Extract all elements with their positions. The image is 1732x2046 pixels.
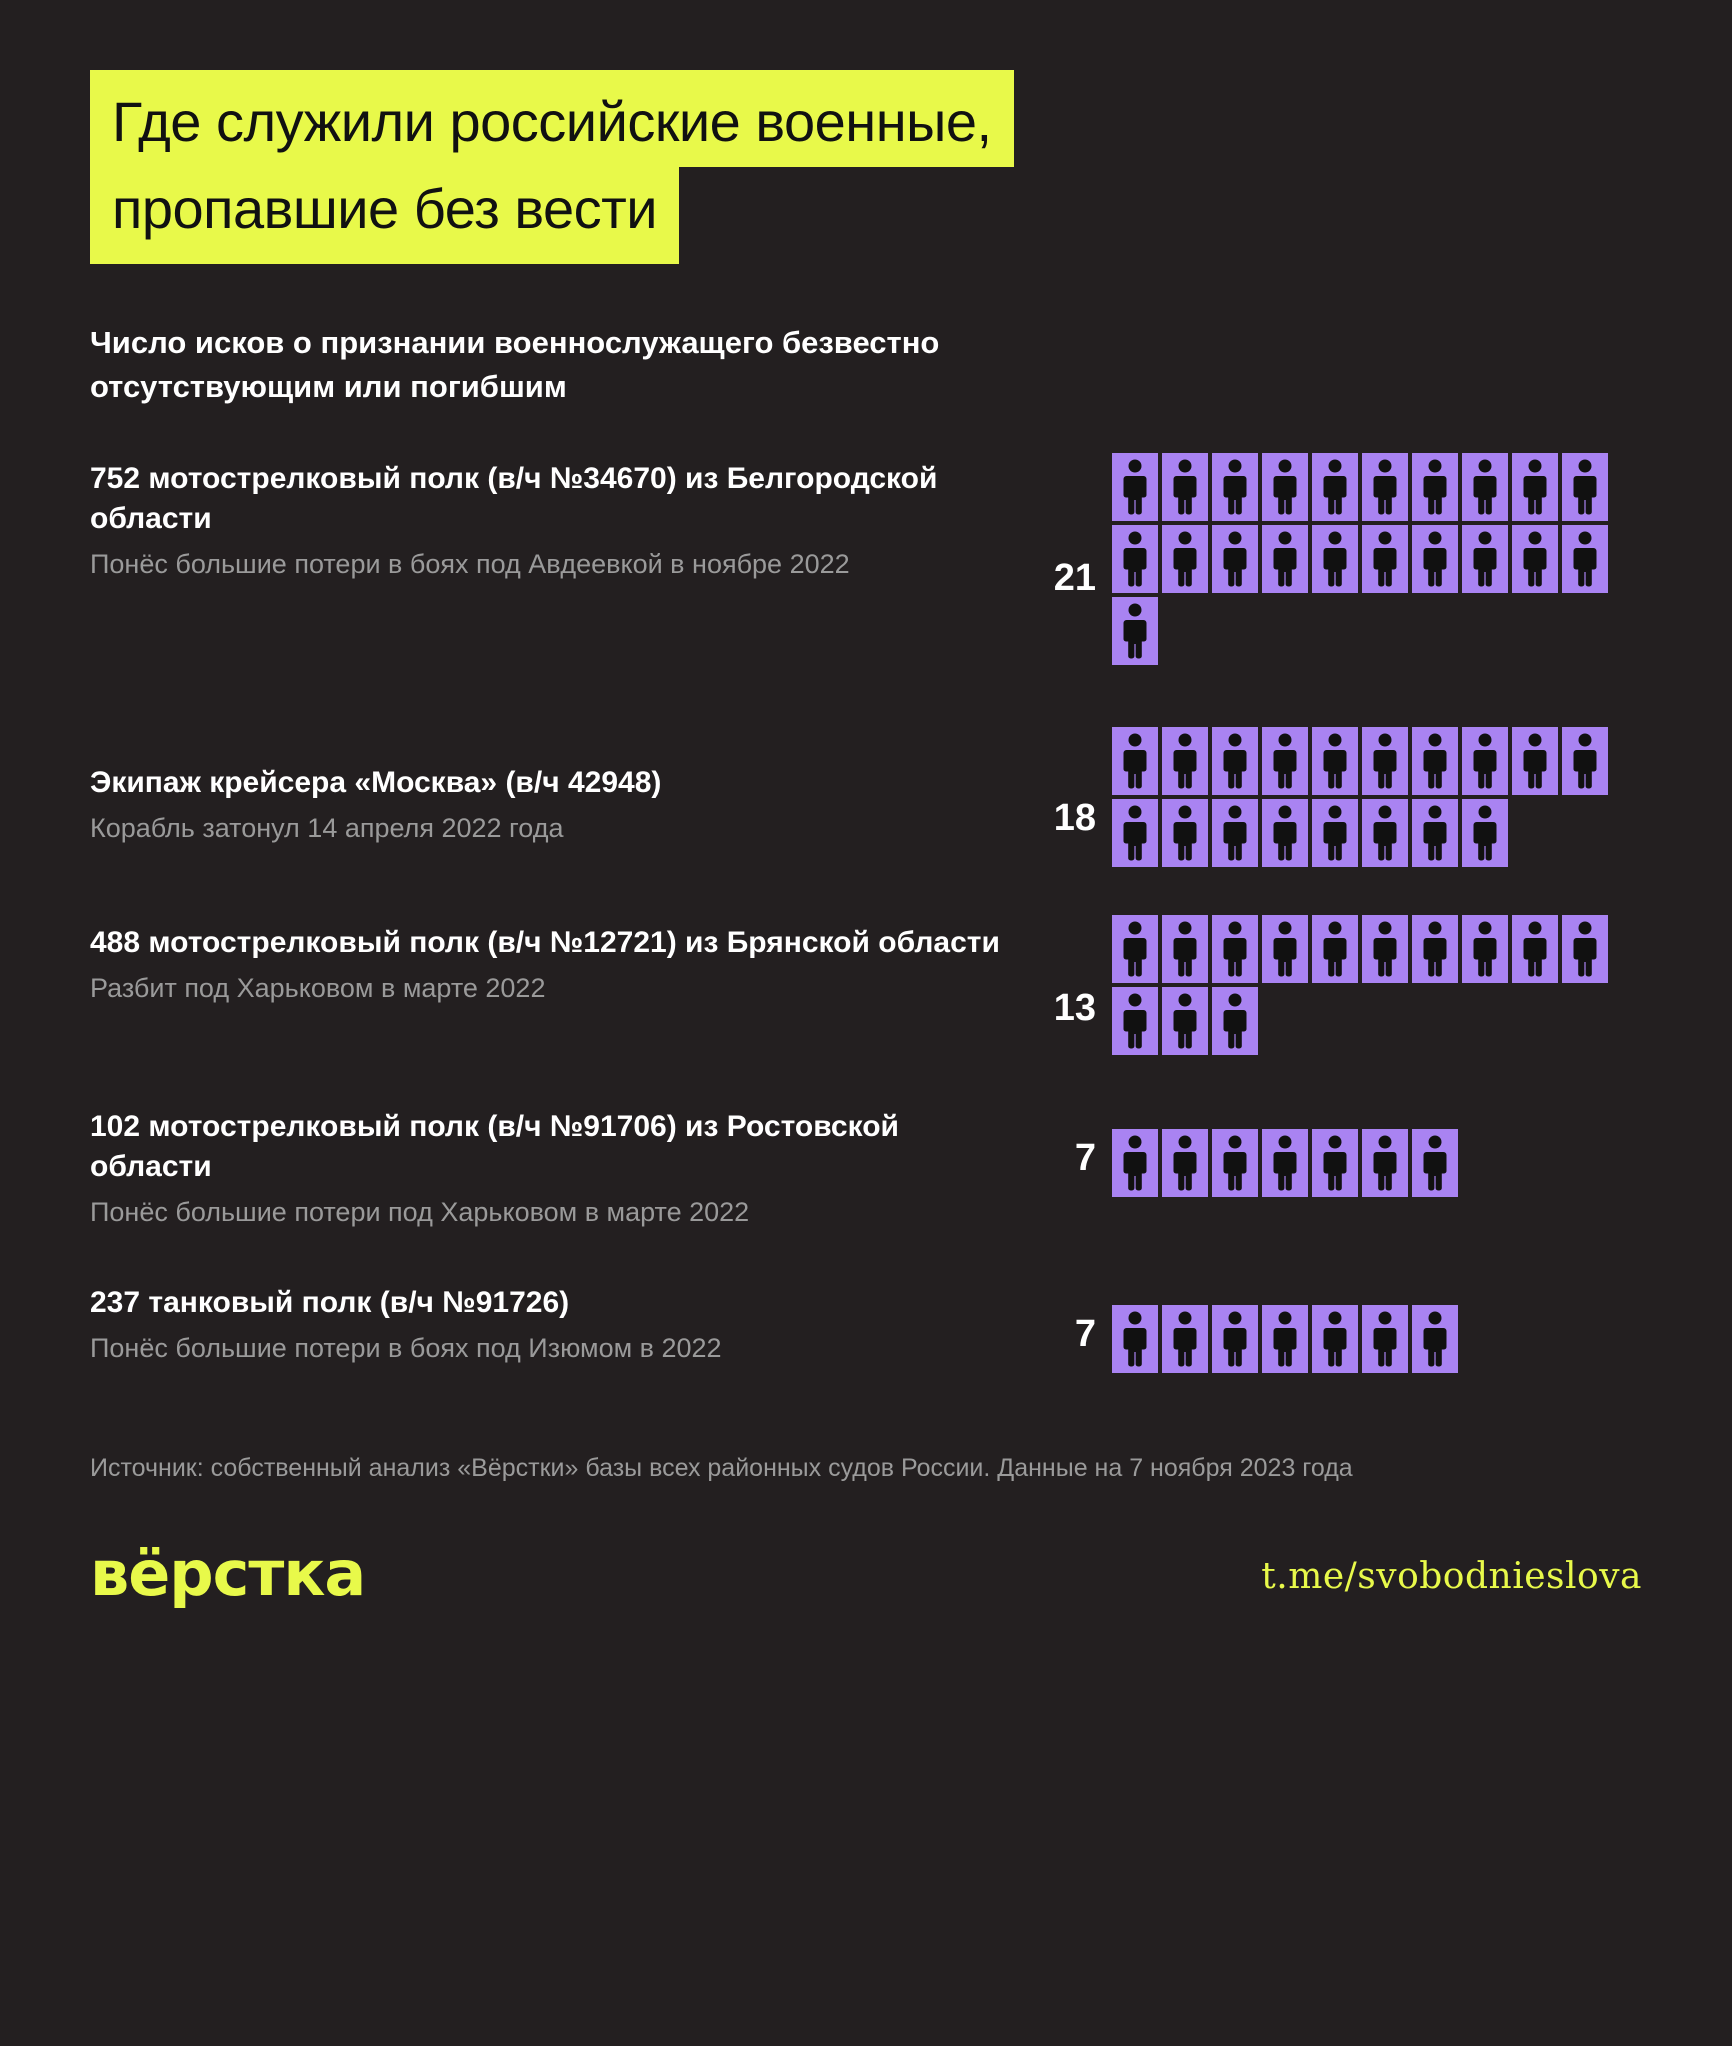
footer	[90, 1536, 1642, 1610]
row-label: Экипаж крейсера «Москва» (в/ч 42948)	[90, 765, 662, 799]
row-text	[90, 915, 1020, 1007]
person-icon	[1162, 799, 1208, 867]
person-icon	[1112, 453, 1158, 521]
row-text	[90, 1101, 1020, 1231]
chart-row	[90, 1277, 1642, 1373]
row-value: 18	[1053, 796, 1096, 839]
person-icon	[1112, 915, 1158, 983]
person-icon	[1412, 1129, 1458, 1197]
person-icon	[1562, 453, 1608, 521]
title-block	[90, 70, 1014, 264]
person-icon	[1362, 915, 1408, 983]
row-value: 13	[1053, 986, 1096, 1029]
row-note: Понёс большие потери в боях под Авдеевкой в ноябре 2022	[90, 549, 850, 580]
person-icon	[1562, 727, 1608, 795]
person-icon	[1462, 799, 1508, 867]
person-icon	[1212, 525, 1258, 593]
person-icon	[1262, 799, 1308, 867]
title-line-1: Где служили российские военные,	[90, 70, 1014, 167]
chart-row	[90, 915, 1642, 1055]
person-icon	[1412, 1305, 1458, 1373]
person-icon	[1312, 799, 1358, 867]
person-icon	[1212, 1129, 1258, 1197]
row-pictogram	[1112, 915, 1616, 1055]
person-icon	[1362, 453, 1408, 521]
row-note: Понёс большие потери под Харьковом в марте 2022	[90, 1197, 750, 1228]
person-icon	[1362, 799, 1408, 867]
source-note: Источник: собственный анализ «Вёрстки» базы всех районных судов России. Данные на 7 ноября 2023 года	[90, 1454, 1353, 1483]
person-icon	[1262, 915, 1308, 983]
chart-row	[90, 1101, 1642, 1231]
person-icon	[1312, 453, 1358, 521]
person-icon	[1212, 915, 1258, 983]
person-icon	[1462, 453, 1508, 521]
person-icon	[1112, 987, 1158, 1055]
row-text	[90, 1277, 1020, 1367]
person-icon	[1262, 1305, 1308, 1373]
person-icon	[1212, 727, 1258, 795]
person-icon	[1112, 799, 1158, 867]
person-icon	[1162, 987, 1208, 1055]
subtitle: Число исков о признании военнослужащего безвестно отсутствующим или погибшим	[90, 324, 940, 404]
person-icon	[1412, 915, 1458, 983]
person-icon	[1312, 727, 1358, 795]
person-icon	[1112, 597, 1158, 665]
person-icon	[1112, 525, 1158, 593]
person-icon	[1162, 915, 1208, 983]
person-icon	[1462, 915, 1508, 983]
row-label: 752 мотострелковый полк (в/ч №34670) из Белгородской области	[90, 461, 938, 535]
person-icon	[1112, 1305, 1158, 1373]
person-icon	[1562, 525, 1608, 593]
chart-row	[90, 453, 1642, 665]
person-icon	[1362, 1305, 1408, 1373]
row-value: 7	[1074, 1136, 1096, 1179]
person-icon	[1512, 525, 1558, 593]
person-icon	[1262, 727, 1308, 795]
person-icon	[1462, 727, 1508, 795]
person-icon	[1212, 987, 1258, 1055]
chart-rows	[90, 453, 1642, 1373]
row-pictogram	[1112, 1277, 1616, 1373]
person-icon	[1512, 915, 1558, 983]
person-icon	[1312, 1305, 1358, 1373]
person-icon	[1162, 1305, 1208, 1373]
row-label: 237 танковый полк (в/ч №91726)	[90, 1286, 570, 1320]
row-value: 21	[1053, 556, 1096, 599]
row-text	[90, 727, 1020, 847]
person-icon	[1212, 799, 1258, 867]
person-icon	[1312, 1129, 1358, 1197]
row-pictogram	[1112, 727, 1616, 867]
verstka-logo: вёрстка	[90, 1536, 366, 1610]
person-icon	[1312, 525, 1358, 593]
person-icon	[1162, 1129, 1208, 1197]
row-pictogram	[1112, 1101, 1616, 1197]
person-icon	[1312, 915, 1358, 983]
person-icon	[1212, 1305, 1258, 1373]
row-note: Корабль затонул 14 апреля 2022 года	[90, 812, 564, 843]
person-icon	[1262, 453, 1308, 521]
person-icon	[1162, 525, 1208, 593]
chart-row	[90, 727, 1642, 867]
title-line-2: пропавшие без вести	[90, 167, 679, 264]
person-icon	[1262, 525, 1308, 593]
row-value: 7	[1074, 1313, 1096, 1356]
person-icon	[1412, 453, 1458, 521]
person-icon	[1462, 525, 1508, 593]
person-icon	[1412, 799, 1458, 867]
person-icon	[1562, 915, 1608, 983]
row-label: 488 мотострелковый полк (в/ч №12721) из Брянской области	[90, 925, 1000, 959]
person-icon	[1162, 453, 1208, 521]
person-icon	[1362, 727, 1408, 795]
person-icon	[1162, 727, 1208, 795]
person-icon	[1412, 525, 1458, 593]
person-icon	[1112, 727, 1158, 795]
row-pictogram	[1112, 453, 1616, 665]
telegram-handle[interactable]: t.me/svobodnieslova	[1261, 1555, 1642, 1597]
person-icon	[1112, 1129, 1158, 1197]
person-icon	[1512, 453, 1558, 521]
person-icon	[1362, 1129, 1408, 1197]
row-note: Понёс большие потери в боях под Изюмом в 2022	[90, 1333, 722, 1364]
person-icon	[1412, 727, 1458, 795]
person-icon	[1262, 1129, 1308, 1197]
person-icon	[1212, 453, 1258, 521]
row-note: Разбит под Харьковом в марте 2022	[90, 972, 546, 1003]
person-icon	[1362, 525, 1408, 593]
row-text	[90, 453, 1020, 583]
row-label: 102 мотострелковый полк (в/ч №91706) из Ростовской области	[90, 1109, 899, 1183]
person-icon	[1512, 727, 1558, 795]
